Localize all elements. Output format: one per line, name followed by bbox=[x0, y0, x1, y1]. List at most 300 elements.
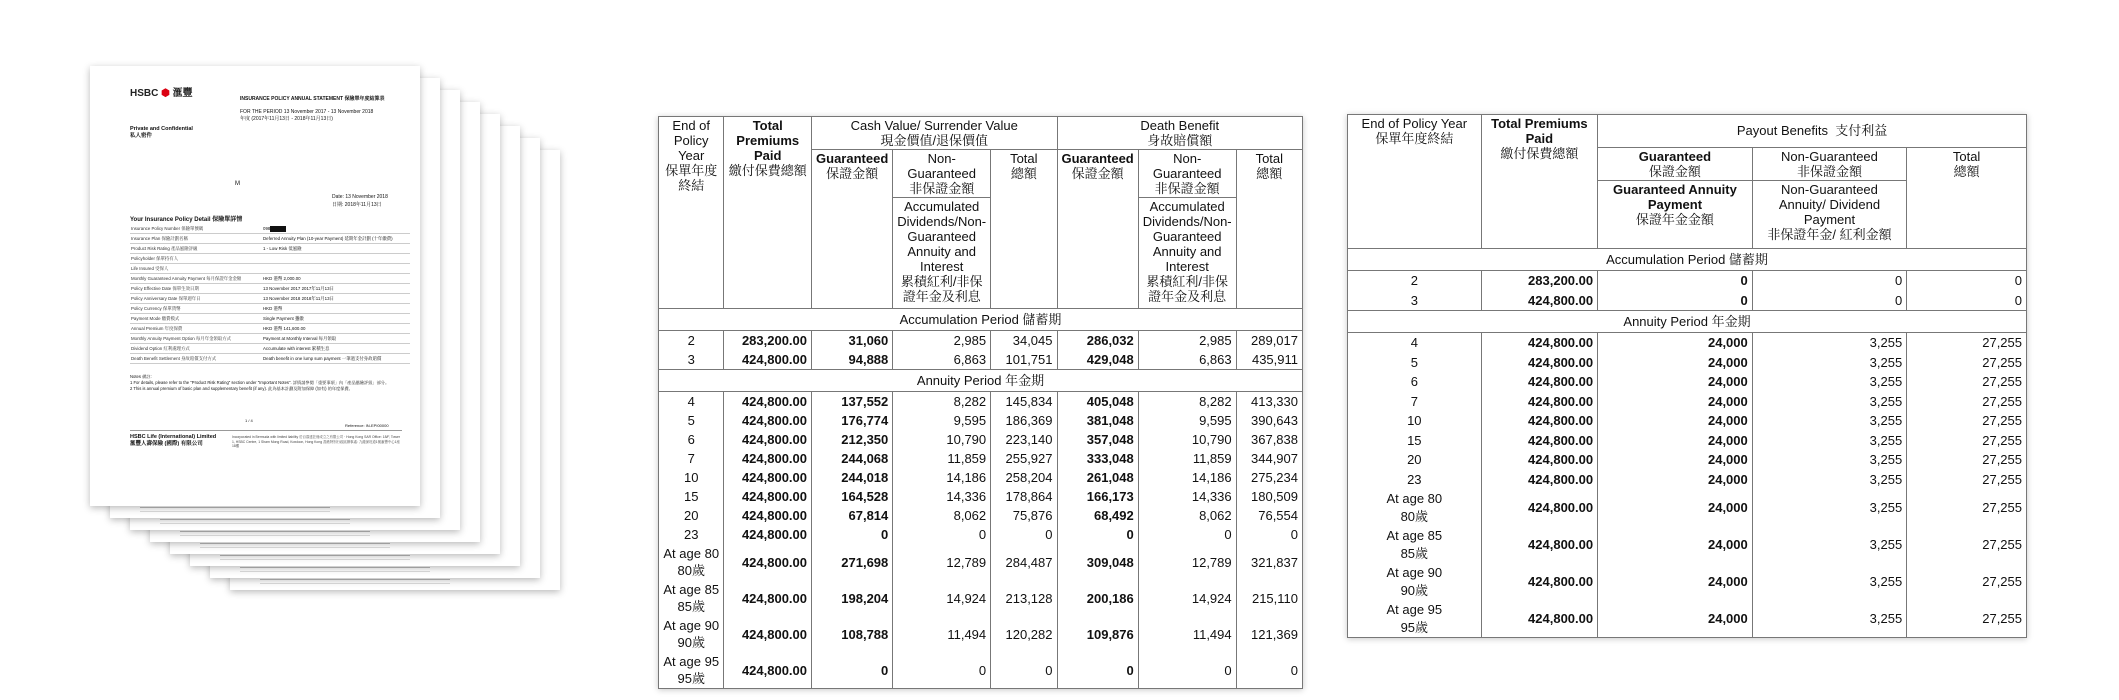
policy-year: At age 90 bbox=[1386, 565, 1443, 580]
premium-cell: 424,800.00 bbox=[1481, 600, 1597, 638]
reference-number: Reference: IN-EPI00000 bbox=[345, 423, 389, 428]
cash-total-cell: 0 bbox=[991, 525, 1057, 544]
cash-guaranteed-cell: 67,814 bbox=[812, 506, 893, 525]
premium-cell: 424,800.00 bbox=[724, 506, 812, 525]
policy-year: 15 bbox=[683, 489, 699, 504]
policy-detail-value: Deferred Annuity Plan (10-year Payment) 延期年金計劃 (十年繳費) bbox=[262, 234, 410, 244]
policy-detail-row bbox=[130, 254, 410, 264]
header-payout-benefits: Payout Benefits 支付利益 bbox=[1598, 115, 2027, 148]
statement-stack bbox=[80, 60, 600, 580]
death-nonguaranteed-cell: 9,595 bbox=[1138, 411, 1236, 430]
death-total-cell: 0 bbox=[1236, 652, 1302, 689]
policy-detail-row bbox=[130, 244, 410, 254]
annuity-period bbox=[659, 370, 1303, 392]
death-nonguaranteed-cell: 0 bbox=[1138, 525, 1236, 544]
policy-year: At age 95 bbox=[663, 654, 720, 669]
policy-year-cn: 90歲 bbox=[677, 635, 705, 650]
death-guaranteed-cell: 357,048 bbox=[1057, 430, 1138, 449]
cash-nonguaranteed-cell: 0 bbox=[893, 652, 991, 689]
policy-year-cn: 85歲 bbox=[677, 599, 705, 614]
cash-guaranteed-cell: 137,552 bbox=[812, 392, 893, 412]
death-nonguaranteed-cell: 11,859 bbox=[1138, 449, 1236, 468]
policy-year: 20 bbox=[683, 508, 699, 523]
cash-nonguaranteed-cell: 2,985 bbox=[893, 331, 991, 351]
header-cash-accumulated: Accumulated Dividends/Non-Guaranteed Annuity and Interest 累積紅利/非保證年金及利息 bbox=[893, 198, 991, 309]
cash-total-cell: 284,487 bbox=[991, 544, 1057, 580]
policy-year-cell bbox=[659, 350, 724, 370]
header-death-nonguaranteed: Non-Guaranteed 非保證金額 bbox=[1138, 150, 1236, 198]
premium-cell: 424,800.00 bbox=[724, 580, 812, 616]
cash-guaranteed-cell: 271,698 bbox=[812, 544, 893, 580]
policy-year: 3 bbox=[687, 352, 695, 367]
guaranteed-annuity-cell: 24,000 bbox=[1598, 526, 1753, 563]
payout-total-cell: 0 bbox=[1907, 291, 2027, 311]
table-row bbox=[1348, 431, 2027, 451]
table-row bbox=[1348, 470, 2027, 490]
death-total-cell: 390,643 bbox=[1236, 411, 1302, 430]
death-total-cell: 180,509 bbox=[1236, 487, 1302, 506]
cash-total-cell: 145,834 bbox=[991, 392, 1057, 412]
cash-total-cell: 178,864 bbox=[991, 487, 1057, 506]
premium-cell: 283,200.00 bbox=[724, 331, 812, 351]
payout-total-cell: 27,255 bbox=[1907, 600, 2027, 638]
cash-total-cell: 213,128 bbox=[991, 580, 1057, 616]
policy-year: 7 bbox=[1410, 393, 1418, 409]
nonguaranteed-annuity-cell: 3,255 bbox=[1752, 489, 1906, 526]
header-total-premiums: Total Premiums Paid 繳付保費總額 bbox=[1481, 115, 1597, 249]
payout-total-cell: 27,255 bbox=[1907, 470, 2027, 490]
table-row bbox=[659, 487, 1303, 506]
death-total-cell: 121,369 bbox=[1236, 616, 1302, 652]
death-nonguaranteed-cell: 2,985 bbox=[1138, 331, 1236, 351]
policy-detail-label: Policyholder 保單持有人 bbox=[130, 254, 262, 264]
table-row bbox=[659, 430, 1303, 449]
policy-detail-value: Death benefit in one lump sum payment 一筆過支付身故賠償 bbox=[262, 354, 410, 364]
policy-year-cell bbox=[659, 506, 724, 525]
cash-nonguaranteed-cell: 14,336 bbox=[893, 487, 991, 506]
policy-detail-value bbox=[262, 264, 410, 274]
death-total-cell: 435,911 bbox=[1236, 350, 1302, 370]
policy-detail-value: 13 November 2017 2017年11月13日 bbox=[262, 284, 410, 294]
payout-total-cell: 27,255 bbox=[1907, 526, 2027, 563]
cash-guaranteed-cell: 108,788 bbox=[812, 616, 893, 652]
policy-year-cell bbox=[659, 331, 724, 351]
payout-total-cell: 27,255 bbox=[1907, 563, 2027, 600]
policy-year: 6 bbox=[687, 432, 695, 447]
premium-cell: 424,800.00 bbox=[1481, 431, 1597, 451]
policy-year-cell bbox=[659, 580, 724, 616]
death-total-cell: 413,330 bbox=[1236, 392, 1302, 412]
policy-detail-row bbox=[130, 324, 410, 334]
annuity-period-label: Annuity Period 年金期 bbox=[659, 370, 1303, 392]
death-guaranteed-cell: 405,048 bbox=[1057, 392, 1138, 412]
cash-nonguaranteed-cell: 11,494 bbox=[893, 616, 991, 652]
policy-year-cn: 95歲 bbox=[677, 671, 705, 686]
cash-total-cell: 101,751 bbox=[991, 350, 1057, 370]
accumulation-period bbox=[659, 309, 1303, 331]
header-death-guaranteed: Guaranteed 保證金額 bbox=[1057, 150, 1138, 309]
statement-date: Date: 13 November 2018 日期: 2018年11月13日 bbox=[332, 194, 388, 208]
statement-front-page bbox=[90, 66, 420, 506]
policy-detail-row bbox=[130, 294, 410, 304]
payout-total-cell: 27,255 bbox=[1907, 411, 2027, 431]
table-row bbox=[659, 331, 1303, 351]
private-confidential: Private and Confidential 私人密件 bbox=[130, 126, 193, 139]
payout-total-cell: 27,255 bbox=[1907, 431, 2027, 451]
policy-year-cell bbox=[1348, 333, 1482, 353]
guaranteed-annuity-cell: 24,000 bbox=[1598, 353, 1753, 373]
header-guaranteed-annuity: Guaranteed Annuity Payment 保證年金金額 bbox=[1598, 181, 1753, 249]
policy-year: At age 90 bbox=[663, 618, 720, 633]
policy-year-cell bbox=[1348, 450, 1482, 470]
policy-detail-row bbox=[130, 284, 410, 294]
cash-guaranteed-cell: 94,888 bbox=[812, 350, 893, 370]
cash-guaranteed-cell: 31,060 bbox=[812, 331, 893, 351]
cash-total-cell: 258,204 bbox=[991, 468, 1057, 487]
cash-guaranteed-cell: 164,528 bbox=[812, 487, 893, 506]
death-total-cell: 76,554 bbox=[1236, 506, 1302, 525]
premium-cell: 424,800.00 bbox=[724, 430, 812, 449]
annuity-period-label: Annuity Period 年金期 bbox=[1348, 311, 2027, 333]
policy-year: At age 80 bbox=[1386, 491, 1443, 506]
policy-year: 7 bbox=[687, 451, 695, 466]
header-death-total: Total 總額 bbox=[1236, 150, 1302, 309]
table-row bbox=[1348, 526, 2027, 563]
table-row bbox=[1348, 489, 2027, 526]
policy-year-cell bbox=[1348, 526, 1482, 563]
guaranteed-annuity-cell: 0 bbox=[1598, 271, 1753, 291]
nonguaranteed-annuity-cell: 3,255 bbox=[1752, 563, 1906, 600]
header-cash-value: Cash Value/ Surrender Value 現金價值/退保價值 bbox=[812, 117, 1057, 150]
nonguaranteed-annuity-cell: 3,255 bbox=[1752, 470, 1906, 490]
policy-year-cell bbox=[659, 487, 724, 506]
address-mark: M bbox=[235, 181, 240, 187]
death-total-cell: 321,837 bbox=[1236, 544, 1302, 580]
policy-year-cell bbox=[1348, 470, 1482, 490]
table-row bbox=[1348, 353, 2027, 373]
guaranteed-annuity-cell: 0 bbox=[1598, 291, 1753, 311]
policy-detail-value: Single Payment 躉繳 bbox=[262, 314, 410, 324]
cash-nonguaranteed-cell: 10,790 bbox=[893, 430, 991, 449]
cash-guaranteed-cell: 244,018 bbox=[812, 468, 893, 487]
policy-year-cell bbox=[1348, 353, 1482, 373]
policy-year-cell bbox=[659, 652, 724, 689]
statement-period: FOR THE PERIOD 13 November 2017 - 13 November 2018 年度 (2017年11月13日 - 2018年11月13日) bbox=[240, 109, 374, 122]
premium-cell: 424,800.00 bbox=[724, 411, 812, 430]
premium-cell: 424,800.00 bbox=[724, 544, 812, 580]
death-nonguaranteed-cell: 11,494 bbox=[1138, 616, 1236, 652]
table-row bbox=[659, 468, 1303, 487]
table-row bbox=[1348, 333, 2027, 353]
cash-total-cell: 186,369 bbox=[991, 411, 1057, 430]
death-guaranteed-cell: 309,048 bbox=[1057, 544, 1138, 580]
cash-nonguaranteed-cell: 8,282 bbox=[893, 392, 991, 412]
policy-detail-label: Insurance Policy Number 保險單號碼 bbox=[130, 224, 262, 234]
premium-cell: 424,800.00 bbox=[1481, 526, 1597, 563]
policy-year-cell bbox=[1348, 411, 1482, 431]
policy-year-cell bbox=[1348, 600, 1482, 638]
guaranteed-annuity-cell: 24,000 bbox=[1598, 411, 1753, 431]
premium-cell: 424,800.00 bbox=[724, 449, 812, 468]
death-guaranteed-cell: 109,876 bbox=[1057, 616, 1138, 652]
header-total-premiums: Total Premiums Paid 繳付保費總額 bbox=[724, 117, 812, 309]
policy-detail-label: Annual Premium 年度保費 bbox=[130, 324, 262, 334]
cash-total-cell: 75,876 bbox=[991, 506, 1057, 525]
death-nonguaranteed-cell: 14,336 bbox=[1138, 487, 1236, 506]
premium-cell: 424,800.00 bbox=[724, 616, 812, 652]
table-row bbox=[1348, 372, 2027, 392]
cash-guaranteed-cell: 0 bbox=[812, 652, 893, 689]
policy-year: 4 bbox=[687, 394, 695, 409]
policy-detail-label: Dividend Option 紅利處理方式 bbox=[130, 344, 262, 354]
table-row bbox=[659, 449, 1303, 468]
nonguaranteed-annuity-cell: 0 bbox=[1752, 271, 1906, 291]
payout-total-cell: 27,255 bbox=[1907, 372, 2027, 392]
policy-year: At age 95 bbox=[1386, 602, 1443, 617]
cash-total-cell: 223,140 bbox=[991, 430, 1057, 449]
cash-nonguaranteed-cell: 14,186 bbox=[893, 468, 991, 487]
policy-detail-label: Policy Currency 保單貨幣 bbox=[130, 304, 262, 314]
policy-detail-value: HKD 港幣 bbox=[262, 304, 410, 314]
policy-year: At age 85 bbox=[1386, 528, 1443, 543]
premium-cell: 424,800.00 bbox=[1481, 372, 1597, 392]
death-nonguaranteed-cell: 8,062 bbox=[1138, 506, 1236, 525]
company-fineprint: Incorporated in Bermuda with limited liability 於百慕達註冊成立之有限公司 · Hong Kong SAR Office: 18/F, Tower 1, HSBC Centre, 1 Sham Mong Road, Kowloon, Hong Kong 香港特別行政區辦事處: 九龍深旺道1號滙豐中心1座18樓 bbox=[232, 435, 400, 449]
header-policy-year: End of Policy Year 保單年度終結 bbox=[1348, 115, 1482, 249]
nonguaranteed-annuity-cell: 3,255 bbox=[1752, 411, 1906, 431]
guaranteed-annuity-cell: 24,000 bbox=[1598, 450, 1753, 470]
cash-guaranteed-cell: 198,204 bbox=[812, 580, 893, 616]
policy-detail-row bbox=[130, 304, 410, 314]
policy-year-cell bbox=[659, 411, 724, 430]
policy-detail-value: Accumulate with interest 累積生息 bbox=[262, 344, 410, 354]
header-payout-guaranteed: Guaranteed 保證金額 bbox=[1598, 148, 1753, 181]
header-death-accumulated: Accumulated Dividends/Non-Guaranteed Annuity and Interest 累積紅利/非保證年金及利息 bbox=[1138, 198, 1236, 309]
death-guaranteed-cell: 429,048 bbox=[1057, 350, 1138, 370]
policy-detail-value: HKD 港幣 2,000.00 bbox=[262, 274, 410, 284]
policy-detail-row bbox=[130, 274, 410, 284]
policy-detail-row bbox=[130, 264, 410, 274]
nonguaranteed-annuity-cell: 3,255 bbox=[1752, 450, 1906, 470]
cash-nonguaranteed-cell: 12,789 bbox=[893, 544, 991, 580]
policy-detail-label: Monthly Annuity Payment Option 每月年金領取方式 bbox=[130, 334, 262, 344]
payout-total-cell: 27,255 bbox=[1907, 450, 2027, 470]
guaranteed-annuity-cell: 24,000 bbox=[1598, 333, 1753, 353]
guaranteed-annuity-cell: 24,000 bbox=[1598, 470, 1753, 490]
policy-year: 15 bbox=[1407, 432, 1422, 448]
policy-detail-row bbox=[130, 234, 410, 244]
redacted-number bbox=[270, 226, 286, 232]
cash-nonguaranteed-cell: 11,859 bbox=[893, 449, 991, 468]
policy-year-cell bbox=[1348, 291, 1482, 311]
policy-year-cell bbox=[1348, 431, 1482, 451]
accumulation-period-label: Accumulation Period 儲蓄期 bbox=[1348, 249, 2027, 271]
payout-total-cell: 27,255 bbox=[1907, 392, 2027, 412]
premium-cell: 424,800.00 bbox=[1481, 411, 1597, 431]
header-cash-guaranteed: Guaranteed 保證金額 bbox=[812, 150, 893, 309]
policy-detail-value bbox=[262, 254, 410, 264]
death-total-cell: 275,234 bbox=[1236, 468, 1302, 487]
death-nonguaranteed-cell: 0 bbox=[1138, 652, 1236, 689]
death-total-cell: 0 bbox=[1236, 525, 1302, 544]
policy-detail-value: HKD 港幣 141,600.00 bbox=[262, 324, 410, 334]
table-row bbox=[659, 525, 1303, 544]
premium-cell: 424,800.00 bbox=[1481, 563, 1597, 600]
nonguaranteed-annuity-cell: 3,255 bbox=[1752, 431, 1906, 451]
header-payout-nonguaranteed: Non-Guaranteed 非保證金額 bbox=[1752, 148, 1906, 181]
table-row bbox=[1348, 291, 2027, 311]
cash-nonguaranteed-cell: 9,595 bbox=[893, 411, 991, 430]
death-guaranteed-cell: 381,048 bbox=[1057, 411, 1138, 430]
payout-total-cell: 27,255 bbox=[1907, 489, 2027, 526]
table-row bbox=[1348, 600, 2027, 638]
policy-year-cell bbox=[659, 544, 724, 580]
death-guaranteed-cell: 68,492 bbox=[1057, 506, 1138, 525]
premium-cell: 424,800.00 bbox=[1481, 489, 1597, 526]
policy-detail-title: Your Insurance Policy Detail 保險單詳情 bbox=[130, 217, 243, 223]
death-guaranteed-cell: 0 bbox=[1057, 525, 1138, 544]
policy-year-cn: 90歲 bbox=[1400, 582, 1429, 598]
hsbc-logo: HSBC ⬢ 滙豐 bbox=[130, 88, 193, 99]
premium-cell: 424,800.00 bbox=[1481, 392, 1597, 412]
page-number: 1 / 4 bbox=[245, 418, 253, 423]
table-row bbox=[659, 544, 1303, 580]
premium-cell: 424,800.00 bbox=[724, 525, 812, 544]
company-name: HSBC Life (International) Limited 滙豐人壽保險 (國際) 有限公司 bbox=[130, 434, 217, 447]
table-row bbox=[659, 392, 1303, 412]
cash-nonguaranteed-cell: 6,863 bbox=[893, 350, 991, 370]
death-total-cell: 289,017 bbox=[1236, 331, 1302, 351]
death-nonguaranteed-cell: 14,924 bbox=[1138, 580, 1236, 616]
death-total-cell: 215,110 bbox=[1236, 580, 1302, 616]
policy-detail-row bbox=[130, 224, 410, 234]
payout-total-cell: 27,255 bbox=[1907, 333, 2027, 353]
policy-year: 3 bbox=[1410, 292, 1418, 308]
death-guaranteed-cell: 333,048 bbox=[1057, 449, 1138, 468]
guaranteed-annuity-cell: 24,000 bbox=[1598, 600, 1753, 638]
policy-year: 5 bbox=[687, 413, 695, 428]
policy-year: 5 bbox=[1410, 354, 1418, 370]
policy-detail-value: 098 bbox=[262, 224, 410, 234]
policy-year: At age 80 bbox=[663, 546, 720, 561]
guaranteed-annuity-cell: 24,000 bbox=[1598, 431, 1753, 451]
premium-cell: 424,800.00 bbox=[1481, 450, 1597, 470]
policy-year-cell bbox=[659, 430, 724, 449]
nonguaranteed-annuity-cell: 3,255 bbox=[1752, 333, 1906, 353]
nonguaranteed-annuity-cell: 0 bbox=[1752, 291, 1906, 311]
cash-value-table bbox=[658, 116, 1303, 689]
annuity-period bbox=[1348, 311, 2027, 333]
payout-total-cell: 0 bbox=[1907, 271, 2027, 291]
death-total-cell: 344,907 bbox=[1236, 449, 1302, 468]
premium-cell: 424,800.00 bbox=[724, 468, 812, 487]
policy-year-cell bbox=[659, 616, 724, 652]
nonguaranteed-annuity-cell: 3,255 bbox=[1752, 526, 1906, 563]
death-guaranteed-cell: 261,048 bbox=[1057, 468, 1138, 487]
policy-year: At age 85 bbox=[663, 582, 720, 597]
premium-cell: 424,800.00 bbox=[724, 487, 812, 506]
policy-year: 2 bbox=[1410, 273, 1418, 288]
premium-cell: 424,800.00 bbox=[724, 652, 812, 689]
death-guaranteed-cell: 286,032 bbox=[1057, 331, 1138, 351]
premium-cell: 424,800.00 bbox=[1481, 291, 1597, 311]
policy-year: 2 bbox=[687, 333, 695, 348]
policy-detail-value: 13 November 2018 2018年11月13日 bbox=[262, 294, 410, 304]
death-guaranteed-cell: 0 bbox=[1057, 652, 1138, 689]
policy-year-cell bbox=[1348, 271, 1482, 291]
header-payout-total: Total 總額 bbox=[1907, 148, 2027, 249]
table-row bbox=[1348, 450, 2027, 470]
death-nonguaranteed-cell: 8,282 bbox=[1138, 392, 1236, 412]
policy-detail-row bbox=[130, 344, 410, 354]
cash-nonguaranteed-cell: 0 bbox=[893, 525, 991, 544]
policy-year-cell bbox=[1348, 489, 1482, 526]
cash-value-table-card bbox=[658, 116, 1303, 689]
policy-year: 10 bbox=[1407, 413, 1422, 428]
policy-year-cn: 80歲 bbox=[1400, 508, 1429, 524]
cash-nonguaranteed-cell: 14,924 bbox=[893, 580, 991, 616]
cash-guaranteed-cell: 0 bbox=[812, 525, 893, 544]
death-nonguaranteed-cell: 14,186 bbox=[1138, 468, 1236, 487]
table-row bbox=[659, 506, 1303, 525]
nonguaranteed-annuity-cell: 3,255 bbox=[1752, 600, 1906, 638]
table-row bbox=[1348, 563, 2027, 600]
policy-year-cell bbox=[659, 392, 724, 412]
death-guaranteed-cell: 166,173 bbox=[1057, 487, 1138, 506]
cash-total-cell: 120,282 bbox=[991, 616, 1057, 652]
header-cash-total: Total 總額 bbox=[991, 150, 1057, 309]
policy-detail-label: Product Risk Rating 產品風險評級 bbox=[130, 244, 262, 254]
policy-year: 10 bbox=[683, 470, 699, 485]
table-row bbox=[1348, 411, 2027, 431]
policy-year: 23 bbox=[683, 527, 699, 542]
nonguaranteed-annuity-cell: 3,255 bbox=[1752, 372, 1906, 392]
policy-year: 6 bbox=[1410, 374, 1418, 389]
header-policy-year: End of Policy Year 保單年度終結 bbox=[659, 117, 724, 309]
policy-detail-row bbox=[130, 354, 410, 364]
death-nonguaranteed-cell: 10,790 bbox=[1138, 430, 1236, 449]
premium-cell: 424,800.00 bbox=[1481, 333, 1597, 353]
policy-detail-value: Payment at Monthly Interval 每月領取 bbox=[262, 334, 410, 344]
premium-cell: 424,800.00 bbox=[1481, 470, 1597, 490]
policy-year-cn: 85歲 bbox=[1400, 545, 1429, 561]
policy-year-cn: 95歲 bbox=[1400, 619, 1429, 635]
policy-detail-label: Policy Effective Date 保單生效日期 bbox=[130, 284, 262, 294]
policy-detail-table bbox=[130, 224, 410, 364]
policy-detail-label: Policy Anniversary Date 保單週年日 bbox=[130, 294, 262, 304]
header-death-benefit: Death Benefit 身故賠償額 bbox=[1057, 117, 1303, 150]
payout-total-cell: 27,255 bbox=[1907, 353, 2027, 373]
premium-cell: 283,200.00 bbox=[1481, 271, 1597, 291]
policy-detail-label: Payment Mode 繳費模式 bbox=[130, 314, 262, 324]
policy-year-cell bbox=[1348, 563, 1482, 600]
premium-cell: 424,800.00 bbox=[724, 350, 812, 370]
nonguaranteed-annuity-cell: 3,255 bbox=[1752, 353, 1906, 373]
policy-detail-label: Monthly Guaranteed Annuity Payment 每月保證年金金額 bbox=[130, 274, 262, 284]
death-total-cell: 367,838 bbox=[1236, 430, 1302, 449]
policy-detail-label: Insurance Plan 保險計劃名稱 bbox=[130, 234, 262, 244]
premium-cell: 424,800.00 bbox=[724, 392, 812, 412]
cash-nonguaranteed-cell: 8,062 bbox=[893, 506, 991, 525]
policy-detail-row bbox=[130, 314, 410, 324]
nonguaranteed-annuity-cell: 3,255 bbox=[1752, 392, 1906, 412]
payout-table bbox=[1347, 114, 2027, 638]
cash-total-cell: 0 bbox=[991, 652, 1057, 689]
cash-guaranteed-cell: 212,350 bbox=[812, 430, 893, 449]
table-row bbox=[659, 350, 1303, 370]
guaranteed-annuity-cell: 24,000 bbox=[1598, 392, 1753, 412]
policy-year: 4 bbox=[1410, 335, 1418, 350]
